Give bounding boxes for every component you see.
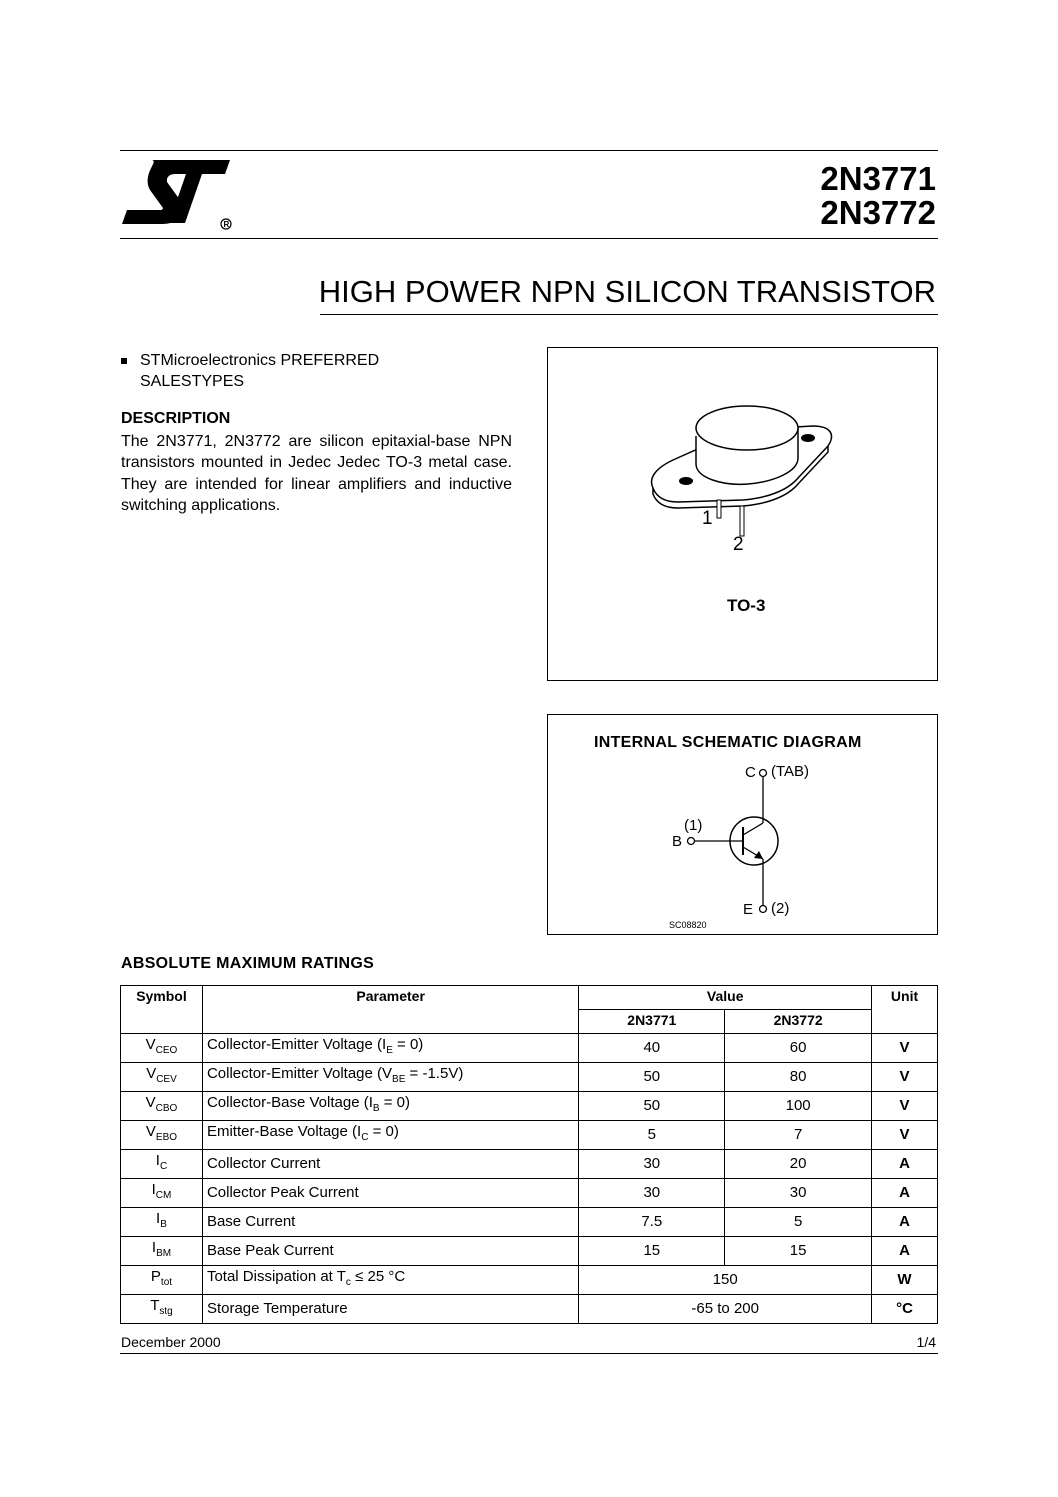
table-row [121, 1150, 938, 1179]
base-label: B [672, 833, 683, 850]
parameter-tail: = -1.5V) [405, 1065, 464, 1082]
header-parameter: Parameter [202, 986, 578, 1034]
ratings-table [120, 985, 938, 1324]
value-2n3771-cell: 50 [579, 1063, 725, 1092]
npn-transistor-symbol-icon [668, 763, 828, 923]
value-2n3771-cell: 30 [579, 1179, 725, 1208]
parameter-subscript: E [386, 1045, 393, 1056]
parameter-text: Storage Temperature [206, 1300, 348, 1317]
page-title: HIGH POWER NPN SILICON TRANSISTOR [318, 274, 936, 309]
value-2n3771-cell: 15 [579, 1237, 725, 1266]
footer-page: 1/4 [916, 1334, 936, 1350]
value-2n3772-cell: 5 [725, 1208, 872, 1237]
value-cell: 150 [579, 1266, 872, 1295]
collector-note: (TAB) [771, 763, 810, 780]
symbol-cell [121, 1295, 203, 1324]
header-2n3772: 2N3772 [725, 1010, 872, 1034]
table-row [121, 1179, 938, 1208]
parameter-cell [202, 1092, 578, 1121]
st-logo [122, 160, 234, 232]
unit-cell: V [872, 1063, 938, 1092]
value-2n3772-cell: 20 [725, 1150, 872, 1179]
value-2n3772-cell: 60 [725, 1034, 872, 1063]
table-row [121, 1034, 938, 1063]
value-2n3771-cell: 5 [579, 1121, 725, 1150]
symbol-letter: I [156, 1210, 161, 1227]
symbol-subscript: CM [155, 1190, 172, 1201]
symbol-letter: V [145, 1036, 156, 1053]
value-2n3771-cell: 7.5 [579, 1208, 725, 1237]
symbol-letter: V [145, 1094, 156, 1111]
parameter-tail: = 0) [368, 1123, 399, 1140]
symbol-subscript: BM [156, 1248, 172, 1259]
value-2n3771-cell: 30 [579, 1150, 725, 1179]
parameter-tail: = 0) [379, 1094, 410, 1111]
table-row [121, 1295, 938, 1324]
unit-cell: V [872, 1121, 938, 1150]
description-text: The 2N3771, 2N3772 are silicon epitaxial-base NPN transistors mounted in Jedec Jedec TO-3 metal case. They are intended for linear amplifiers and inductive switching applications. [121, 433, 512, 514]
symbol-subscript: tot [160, 1277, 173, 1288]
unit-cell: A [872, 1208, 938, 1237]
unit-cell: °C [872, 1295, 938, 1324]
parameter-subscript: BE [392, 1074, 406, 1085]
symbol-subscript: EBO [155, 1132, 178, 1143]
header-value: Value [579, 986, 872, 1010]
value-2n3772-cell: 7 [725, 1121, 872, 1150]
emitter-note: (2) [771, 900, 790, 917]
parameter-text: Total Dissipation at T [206, 1268, 346, 1285]
symbol-cell [121, 1266, 203, 1295]
footer-date: December 2000 [121, 1334, 221, 1350]
symbol-cell [121, 1121, 203, 1150]
ratings-heading: ABSOLUTE MAXIMUM RATINGS [121, 955, 375, 972]
unit-cell: A [872, 1150, 938, 1179]
symbol-cell [121, 1179, 203, 1208]
parameter-cell [202, 1034, 578, 1063]
table-row [121, 1121, 938, 1150]
header-symbol: Symbol [121, 986, 203, 1034]
symbol-subscript: B [160, 1219, 167, 1230]
parameter-text: Collector-Emitter Voltage (V [206, 1065, 393, 1082]
ratings-body [121, 1034, 938, 1324]
symbol-letter: I [151, 1239, 157, 1256]
registered-mark: R [223, 220, 230, 229]
unit-cell: V [872, 1092, 938, 1121]
table-row [121, 1092, 938, 1121]
parameter-subscript: B [372, 1103, 380, 1114]
base-note: (1) [684, 817, 703, 834]
unit-cell: A [872, 1237, 938, 1266]
value-cell: -65 to 200 [579, 1295, 872, 1324]
symbol-cell [121, 1150, 203, 1179]
header-rule [120, 238, 938, 239]
parameter-subscript: c [345, 1277, 351, 1288]
symbol-subscript: CEV [156, 1074, 177, 1085]
title-rule [320, 314, 938, 315]
table-row [121, 1266, 938, 1295]
header-2n3771: 2N3771 [579, 1010, 725, 1034]
unit-cell: V [872, 1034, 938, 1063]
parameter-text: Collector Peak Current [206, 1184, 359, 1201]
schematic-box [547, 714, 938, 935]
symbol-cell [121, 1208, 203, 1237]
schematic-title: INTERNAL SCHEMATIC DIAGRAM [594, 734, 862, 751]
parameter-cell [202, 1237, 578, 1266]
parameter-text: Collector Current [206, 1155, 321, 1172]
symbol-subscript: CBO [155, 1103, 178, 1114]
symbol-subscript: C [159, 1161, 168, 1172]
symbol-letter: V [146, 1065, 157, 1082]
parameter-text: Collector-Base Voltage (I [206, 1094, 373, 1111]
parameter-subscript: C [361, 1132, 369, 1143]
symbol-cell [121, 1092, 203, 1121]
pin-1-label: 1 [702, 508, 713, 529]
symbol-cell [121, 1034, 203, 1063]
emitter-label: E [743, 901, 754, 918]
parameter-cell [202, 1121, 578, 1150]
table-row [121, 1237, 938, 1266]
parameter-text: Collector-Emitter Voltage (I [206, 1036, 387, 1053]
part-number-1: 2N3771 [820, 160, 936, 197]
symbol-letter: I [155, 1152, 160, 1169]
pin-2-label: 2 [733, 534, 744, 555]
unit-cell: A [872, 1179, 938, 1208]
parameter-text: Emitter-Base Voltage (I [206, 1123, 362, 1140]
symbol-letter: I [151, 1181, 156, 1198]
table-row [121, 1063, 938, 1092]
parameter-cell [202, 1295, 578, 1324]
value-2n3771-cell: 40 [579, 1034, 725, 1063]
parameter-text: Base Current [206, 1213, 296, 1230]
part-number-2: 2N3772 [820, 194, 936, 231]
value-2n3772-cell: 15 [725, 1237, 872, 1266]
collector-label: C [745, 764, 756, 781]
table-row [121, 1208, 938, 1237]
package-box [547, 347, 938, 681]
symbol-subscript: CEO [155, 1045, 178, 1056]
parameter-cell [202, 1179, 578, 1208]
parameter-cell [202, 1063, 578, 1092]
package-label: TO-3 [727, 596, 766, 615]
schematic-code: SC08820 [669, 920, 707, 930]
feature-text: STMicroelectronics PREFERRED SALESTYPES [140, 352, 380, 390]
header-unit: Unit [872, 986, 938, 1034]
parameter-text: Base Peak Current [206, 1242, 334, 1259]
description-heading: DESCRIPTION [121, 410, 231, 427]
value-2n3771-cell: 50 [579, 1092, 725, 1121]
unit-cell: W [872, 1266, 938, 1295]
value-2n3772-cell: 100 [725, 1092, 872, 1121]
symbol-cell [121, 1237, 203, 1266]
parameter-cell [202, 1150, 578, 1179]
symbol-cell [121, 1063, 203, 1092]
value-2n3772-cell: 80 [725, 1063, 872, 1092]
symbol-subscript: stg [159, 1306, 173, 1317]
to3-package-icon [648, 398, 838, 538]
symbol-letter: P [150, 1268, 161, 1285]
value-2n3772-cell: 30 [725, 1179, 872, 1208]
footer-rule [120, 1353, 938, 1354]
parameter-cell [202, 1208, 578, 1237]
parameter-tail: = 0) [392, 1036, 424, 1053]
symbol-letter: T [150, 1297, 160, 1314]
symbol-letter: V [145, 1123, 156, 1140]
bullet-square-icon [121, 358, 127, 364]
parameter-cell [202, 1266, 578, 1295]
top-rule [120, 150, 938, 151]
parameter-tail: ≤ 25 °C [350, 1268, 406, 1285]
